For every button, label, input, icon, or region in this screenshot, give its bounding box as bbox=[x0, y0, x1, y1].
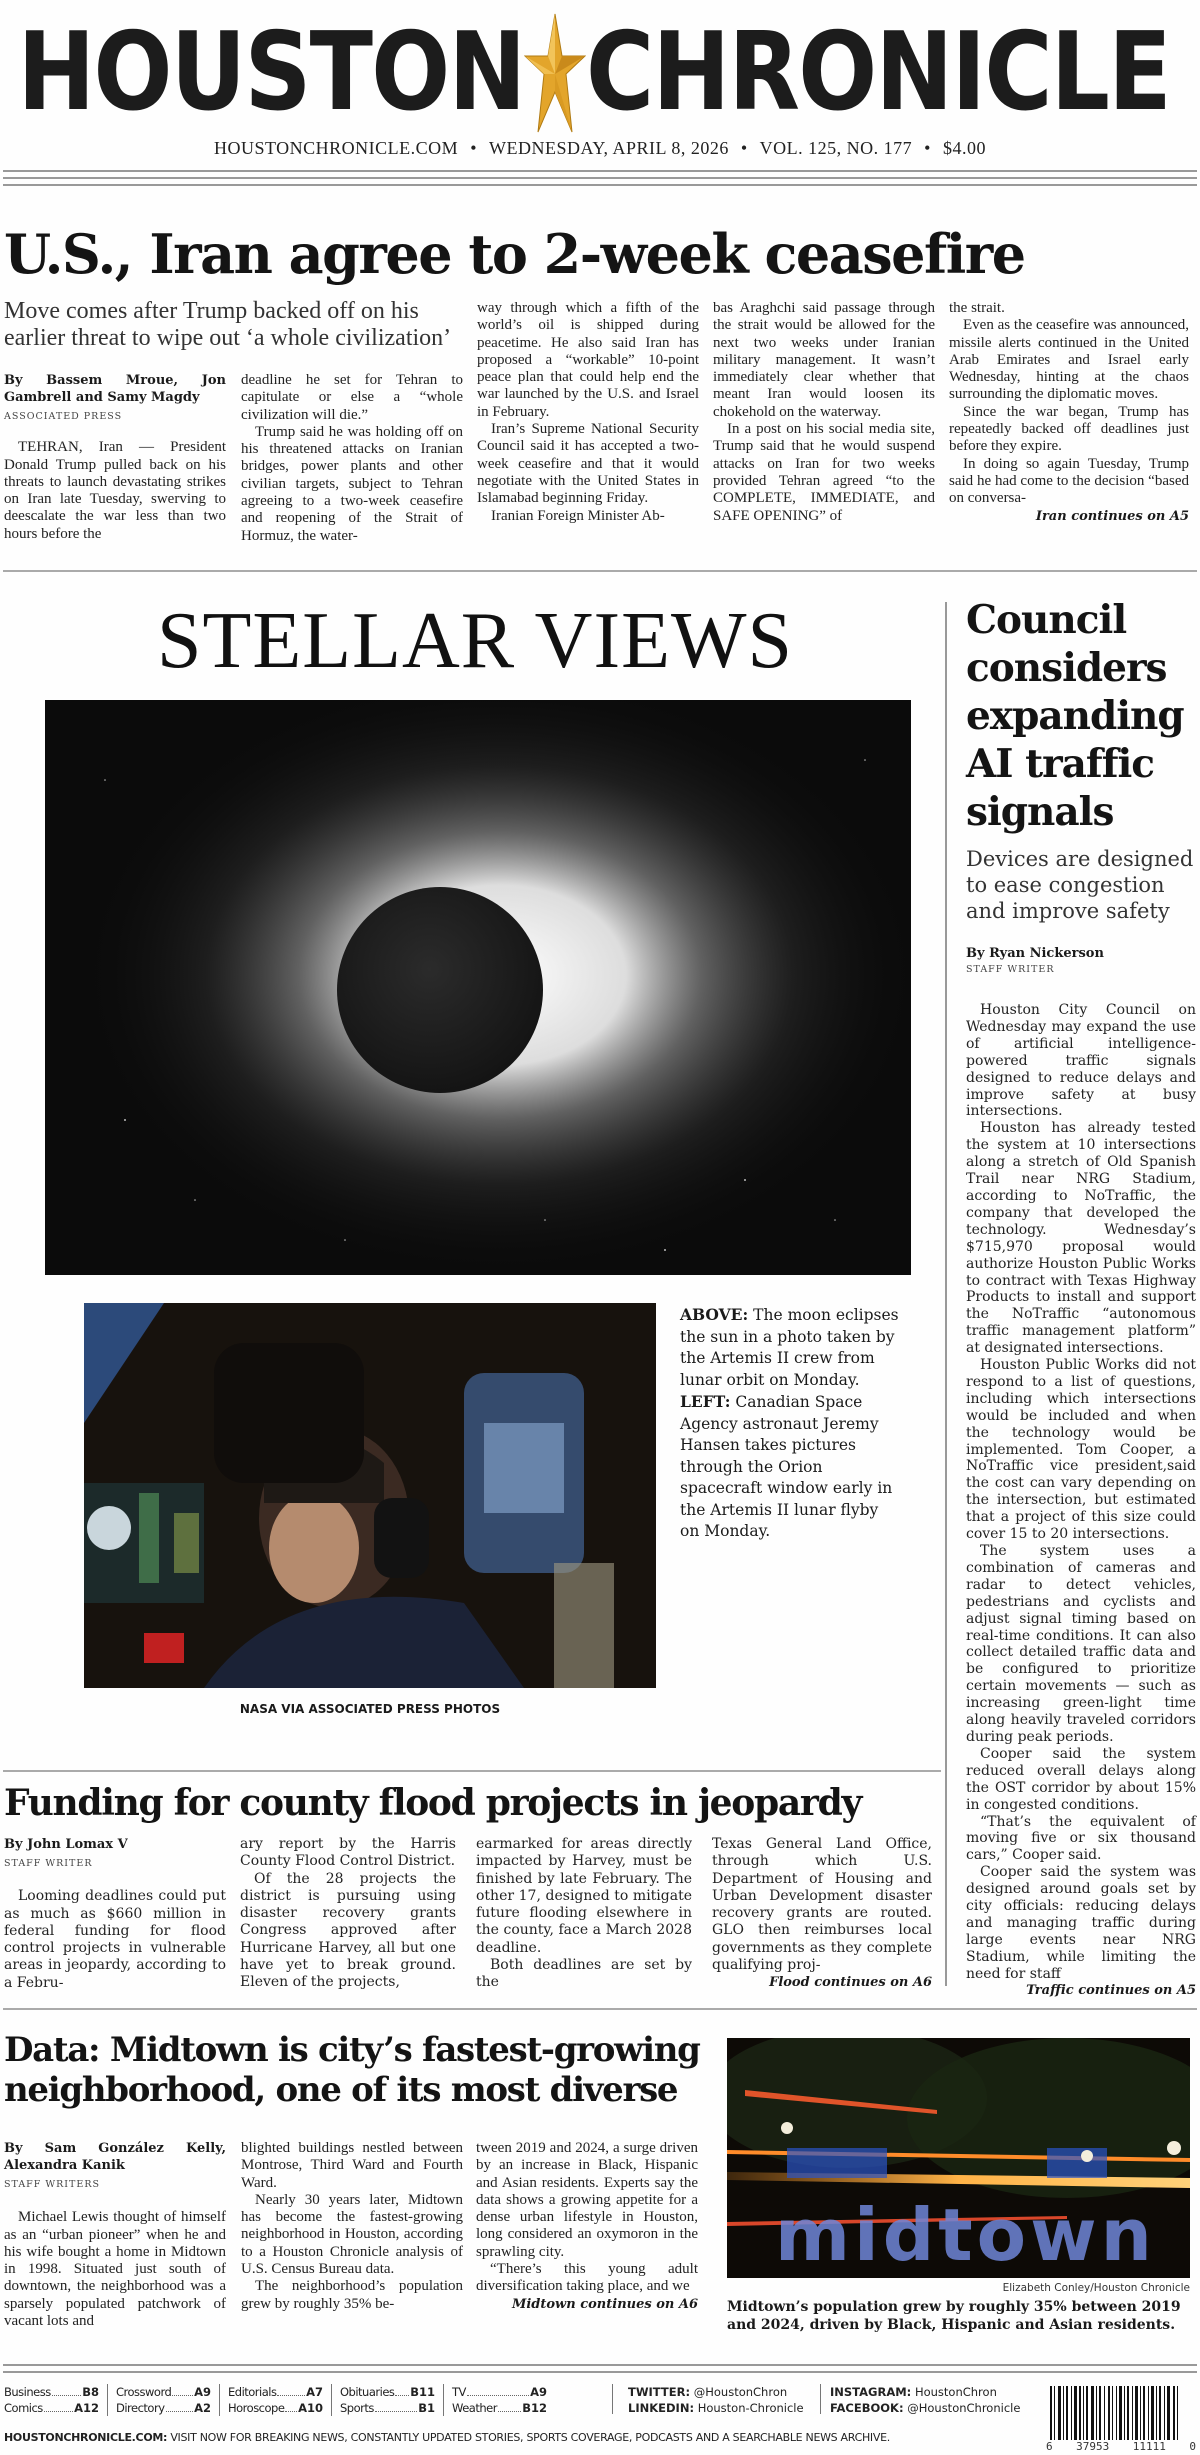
paragraph: “There’s this young adult diversification taking place, and we bbox=[476, 2261, 698, 2295]
instagram-link[interactable]: INSTAGRAM: HoustonChron bbox=[830, 2385, 997, 2399]
index-item-business[interactable]: Business B8 bbox=[4, 2385, 99, 2399]
council-byline-block bbox=[966, 945, 1196, 975]
masthead bbox=[0, 0, 1200, 200]
footer-divider bbox=[3, 2364, 1197, 2373]
gold-star-icon bbox=[524, 12, 586, 134]
paragraph: Houston has already tested the system at 10 intersections along a stretch of Old Spanish Trail near NRG Stadium, according to NoTraffic, the company that developed the technology. Wednesday’s $715,970 proposal would authorize Houston Public Works to contract with Texas Highway Products to install and support the NoTraffic “autonomous traffic management platform” at designated intersections. bbox=[966, 1120, 1196, 1357]
flood-jump-link[interactable]: Flood continues on A6 bbox=[769, 1975, 932, 1991]
section-divider bbox=[3, 2008, 1197, 2010]
iran-jump-link[interactable]: Iran continues on A5 bbox=[1035, 508, 1189, 524]
midtown-photo-caption: Midtown’s population grew by roughly 35% between 2019 and 2024, driven by Black, Hispanic and Asian residents. bbox=[727, 2299, 1181, 2333]
photo-credit: NASA VIA ASSOCIATED PRESS PHOTOS bbox=[239, 1702, 501, 1716]
paragraph: Even as the ceasefire was announced, missile alerts continued in the United Arab Emirates and Israel early Wednesday, hinting at the chaos surrounding the diplomatic moves. bbox=[949, 317, 1189, 403]
index-item-obituaries[interactable]: Obituaries B11 bbox=[340, 2385, 435, 2399]
index-item-sports[interactable]: Sports B1 bbox=[340, 2401, 435, 2415]
volume-number: VOL. 125, NO. 177 bbox=[759, 138, 913, 158]
council-headline[interactable]: Council considers expanding AI traffic signals bbox=[966, 597, 1184, 835]
website-cta[interactable]: HOUSTONCHRONICLE.COM: VISIT NOW FOR BREAKING NEWS, CONSTANTLY UPDATED STORIES, SPORTS COVERAGE, PODCASTS AND A SEARCHABLE NEWS ARCHIVE. bbox=[4, 2431, 890, 2444]
paragraph: Looming deadlines could put as much as $660 million in federal funding for flood control projects in vulnerable areas in jeopardy, according to a Febru- bbox=[4, 1888, 226, 1991]
linkedin-link[interactable]: LINKEDIN: Houston-Chronicle bbox=[628, 2401, 804, 2415]
lead-byline: By Bassem Mroue, Jon Gambrell and Samy Magdy bbox=[4, 373, 226, 405]
caption-above-text: The moon eclipses the sun in a photo taken by the Artemis II crew from lunar orbit on Monday. bbox=[680, 1306, 899, 1389]
flood-column-3 bbox=[476, 1836, 692, 1992]
council-deck: Devices are designed to ease congestion and improve safety bbox=[966, 847, 1194, 923]
index-column bbox=[4, 2384, 108, 2416]
paragraph: Houston Public Works did not respond to a list of questions, including which intersections would be included and when the technology would be implemented. Tom Cooper, a NoTraffic vice president,said the cost can vary depending on the intersection, but estimated that a project of this size could cover 15 to 20 intersections. bbox=[966, 1357, 1196, 1543]
sidebar-divider bbox=[945, 602, 947, 1986]
index-item-comics[interactable]: Comics A12 bbox=[4, 2401, 99, 2415]
midtown-byline: By Sam González Kelly, Alexandra Kanik bbox=[4, 2141, 226, 2173]
council-byline: By Ryan Nickerson bbox=[966, 946, 1104, 961]
midtown-photo-credit: Elizabeth Conley/Houston Chronicle bbox=[1002, 2282, 1190, 2294]
astronaut-image bbox=[84, 1303, 656, 1688]
flood-byline: By John Lomax V bbox=[4, 1837, 128, 1852]
eclipse-photo[interactable] bbox=[45, 700, 911, 1275]
paragraph: tween 2019 and 2024, a surge driven by an increase in Black, Hispanic and Asian residents. Experts say the data shows a growing appetite for a dense urban lifestyle in Houston, long considered an oxymoron in the sprawling city. bbox=[476, 2140, 698, 2260]
social-links-2 bbox=[830, 2384, 1020, 2416]
flood-column-4 bbox=[712, 1836, 932, 1992]
edition-info: HOUSTONCHRONICLE.COM • WEDNESDAY, APRIL 8, 2026 • VOL. 125, NO. 177 • $4.00 bbox=[214, 138, 986, 158]
lead-byline-role: ASSOCIATED PRESS bbox=[4, 411, 123, 422]
midtown-sign-photo[interactable] bbox=[727, 2038, 1190, 2278]
social-links-1 bbox=[628, 2384, 804, 2416]
eclipse-image bbox=[45, 700, 911, 1275]
caption-left-label: LEFT: bbox=[680, 1392, 731, 1411]
index-item-weather[interactable]: Weather B12 bbox=[452, 2401, 547, 2415]
paragraph: The system uses a combination of cameras and radar to detect vehicles, pedestrians and cyclists and adjust signal timing based on real-time conditions. It can also collect detailed traffic data and be configured to prioritize certain movements — such as increasing green-light time along heavily traveled corridors during peak periods. bbox=[966, 1543, 1196, 1745]
paragraph: Iran’s Supreme National Security Council said it has accepted a two-week ceasefire and that it would negotiate with the United States in Islamabad beginning Friday. bbox=[477, 421, 699, 507]
index-item-directory[interactable]: Directory A2 bbox=[116, 2401, 211, 2415]
midtown-jump-link[interactable]: Midtown continues on A6 bbox=[511, 2296, 698, 2312]
paragraph: TEHRAN, Iran — President Donald Trump pulled back on his threats to launch devastating strikes on Iran late Tuesday, swerving to deescalate the war less than two hours before the bbox=[4, 439, 226, 542]
section-divider bbox=[3, 1770, 941, 1772]
paragraph: Texas General Land Office, through which U.S. Department of Housing and Urban Development disaster recovery grants are routed. GLO then reimburses local governments as they complete qualifying proj- bbox=[712, 1836, 932, 1974]
council-body bbox=[966, 1002, 1196, 1999]
divider bbox=[820, 2384, 821, 2414]
index-column bbox=[444, 2384, 555, 2416]
flood-column-1 bbox=[4, 1836, 226, 1992]
paragraph: Iranian Foreign Minister Ab- bbox=[491, 507, 665, 524]
lead-column-2 bbox=[241, 372, 463, 545]
caption-above-label: ABOVE: bbox=[680, 1305, 749, 1324]
index-column bbox=[220, 2384, 332, 2416]
caption-left-text: Canadian Space Agency astronaut Jeremy Hansen takes pictures through the Orion spacecraft window early in the Artemis II lunar flyby on Monday. bbox=[680, 1393, 893, 1540]
nameplate-houston: HOUSTON bbox=[17, 10, 525, 135]
midtown-column-1 bbox=[4, 2140, 226, 2330]
traffic-jump-link[interactable]: Traffic continues on A5 bbox=[1026, 1982, 1196, 1998]
paragraph: In a post on his social media site, Trump said that he would suspend attacks on Iran for two weeks provided Tehran agreed “to the COMPLETE, IMMEDIATE, and SAFE OPENING” of bbox=[713, 421, 935, 524]
lead-column-4 bbox=[713, 300, 935, 525]
lead-deck: Move comes after Trump backed off on his earlier threat to wipe out ‘a whole civilization’ bbox=[4, 298, 452, 351]
paragraph: Trump said he was holding off on his threatened attacks on Iranian bridges, power plants and other civilian targets, subject to Tehran agreeing to a two-week ceasefire and reopening of the Strait of Hormuz, the water- bbox=[241, 423, 463, 544]
midtown-headline[interactable]: Data: Midtown is city’s fastest-growing neighborhood, one of its most diverse bbox=[4, 2030, 700, 2110]
barcode-number: 6 37953 11111 0 bbox=[1046, 2440, 1196, 2453]
photo-caption bbox=[680, 1304, 900, 1543]
paragraph: ary report by the Harris County Flood Control District. bbox=[240, 1836, 456, 1870]
midtown-column-3 bbox=[476, 2140, 698, 2313]
section-index bbox=[4, 2384, 555, 2416]
paragraph: Cooper said the system reduced overall delays along the OST corridor by about 15% in congested conditions. bbox=[966, 1745, 1196, 1813]
flood-column-2 bbox=[240, 1836, 456, 1992]
paragraph: “That’s the equivalent of moving five or six thousand cars,” Cooper said. bbox=[966, 1813, 1196, 1864]
midtown-column-2 bbox=[241, 2140, 463, 2313]
flood-headline[interactable]: Funding for county flood projects in jeopardy bbox=[4, 1782, 862, 1824]
masthead-divider bbox=[3, 170, 1197, 191]
paragraph: The neighborhood’s population grew by roughly 35% be- bbox=[241, 2278, 463, 2312]
price: $4.00 bbox=[942, 138, 986, 158]
paragraph: Since the war began, Trump has repeatedly backed off deadlines just before they expire. bbox=[949, 403, 1189, 455]
midtown-byline-role: STAFF WRITERS bbox=[4, 2179, 100, 2190]
paragraph: bas Araghchi said passage through the strait would be allowed for the next two weeks under Iranian military management. It wasn’t immediately clear whether that meant Iran would loosen its chokehold on the waterway. bbox=[713, 300, 935, 420]
section-divider bbox=[3, 570, 1197, 572]
index-item-editorials[interactable]: Editorials A7 bbox=[228, 2385, 323, 2399]
index-item-crossword[interactable]: Crossword A9 bbox=[116, 2385, 211, 2399]
midtown-sign-image bbox=[727, 2038, 1190, 2278]
divider bbox=[612, 2384, 613, 2414]
index-item-horoscope[interactable]: Horoscope A10 bbox=[228, 2401, 323, 2415]
newspaper-nameplate[interactable] bbox=[0, 10, 1200, 135]
lead-headline[interactable]: U.S., Iran agree to 2-week ceasefire bbox=[4, 222, 1025, 286]
svg-text:midtown: midtown bbox=[775, 2193, 1156, 2277]
paragraph: In doing so again Tuesday, Trump said he had come to the decision “based on conversa- bbox=[949, 455, 1189, 507]
lead-column-1 bbox=[4, 372, 226, 543]
paragraph: Both deadlines are set by the bbox=[476, 1957, 692, 1991]
lead-column-5 bbox=[949, 300, 1189, 525]
council-byline-role: STAFF WRITER bbox=[966, 964, 1055, 975]
facebook-link[interactable]: FACEBOOK: @HoustonChronicle bbox=[830, 2401, 1021, 2415]
paragraph: Houston City Council on Wednesday may expand the use of artificial intelligence-powered traffic signals designed to reduce delays and improve safety at busy intersections. bbox=[966, 1002, 1196, 1120]
paragraph: Of the 28 projects the district is pursuing using disaster recovery grants Congress approved after Hurricane Harvey, all but one have yet to break ground. Eleven of the projects, bbox=[240, 1870, 456, 1991]
website-label[interactable]: HOUSTONCHRONICLE.COM bbox=[214, 138, 459, 158]
stellar-title: STELLAR VIEWS bbox=[157, 597, 793, 685]
paragraph: Cooper said the system was designed around goals set by city officials: reducing delays and managing traffic during large events near NRG Stadium, while limiting the need for staff bbox=[966, 1864, 1196, 1982]
paragraph: way through which a fifth of the world’s oil is shipped during peacetime. He also said Iran has proposed a “workable” 10-point peace plan that could help end the war launched by the U.S. and Israel in February. bbox=[477, 300, 699, 420]
paragraph: Nearly 30 years later, Midtown has become the fastest-growing neighborhood in Houston, according to a Houston Chronicle analysis of U.S. Census Bureau data. bbox=[241, 2191, 463, 2278]
paragraph: blighted buildings nestled between Montrose, Third Ward and Fourth Ward. bbox=[241, 2140, 463, 2191]
astronaut-photo[interactable] bbox=[84, 1303, 656, 1688]
index-column bbox=[108, 2384, 220, 2416]
paragraph: deadline he set for Tehran to capitulate or else a “whole civilization will die.” bbox=[241, 372, 463, 423]
lead-column-3 bbox=[477, 300, 699, 525]
twitter-link[interactable]: TWITTER: @HoustonChron bbox=[628, 2385, 788, 2399]
index-column bbox=[332, 2384, 444, 2416]
paragraph: earmarked for areas directly impacted by Harvey, must be finished by late February. The other 17, designed to mitigate future flooding elsewhere in the county, face a March 2028 deadline. bbox=[476, 1836, 692, 1956]
paragraph: the strait. bbox=[949, 300, 1005, 316]
paragraph: Michael Lewis thought of himself as an “urban pioneer” when he and his wife bought a home in Midtown in 1998. Situated just south of downtown, the neighborhood was a sparsely populated patchwork of vacant lots and bbox=[4, 2209, 226, 2330]
index-item-tv[interactable]: TV A9 bbox=[452, 2385, 547, 2399]
flood-byline-role: STAFF WRITER bbox=[4, 1858, 93, 1869]
nameplate-chronicle: CHRONICLE bbox=[586, 10, 1171, 135]
edition-date: WEDNESDAY, APRIL 8, 2026 bbox=[489, 138, 729, 158]
